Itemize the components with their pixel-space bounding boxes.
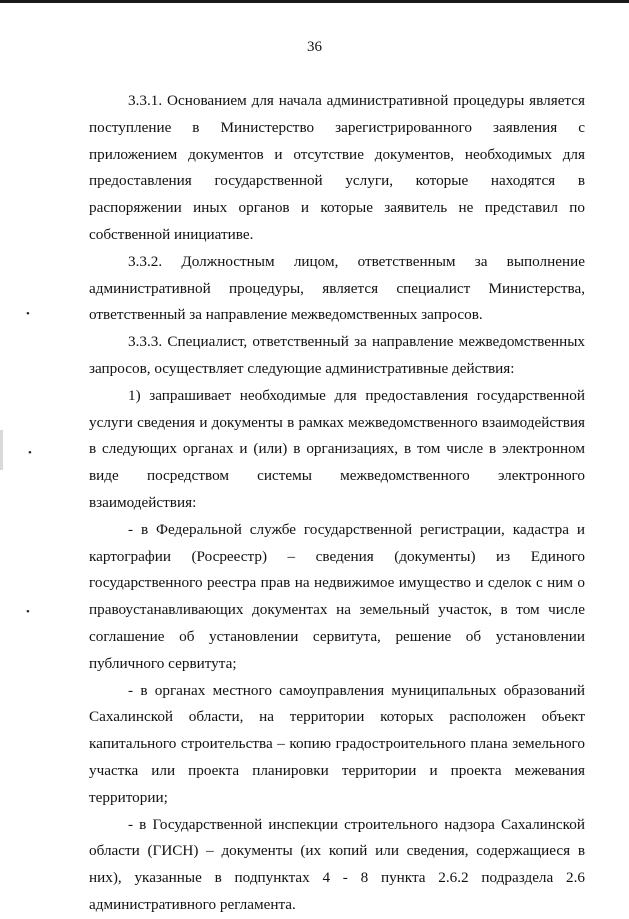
scan-mark-3: • [26, 606, 30, 618]
list-item-gisn: - в Государственной инспекции строительного надзора Сахалинской области (ГИСН) – документы (их копий или сведения, содержащиеся в них), указанные в подпунктах 4 - 8 пункта 2.6.2 подраздела 2.6 административного регламента. [89, 815, 585, 913]
scan-mark-1: • [26, 308, 30, 320]
list-item-local-government: - в органах местного самоуправления муниципальных образований Сахалинской области, на территории которых расположен объект капитального строительства – копию градостроительного плана земельного участка или проекта планировки территории и проекта межевания территории; [89, 681, 585, 806]
edge-shadow [0, 430, 3, 470]
list-item-1: 1) запрашивает необходимые для предоставления государственной услуги сведения и документы в рамках межведомственного взаимодействия в следующих органах и (или) в организациях, в том числе в электронном виде посредством системы межведомственного электронного взаимодействия: [89, 386, 585, 511]
document-body [89, 88, 585, 919]
page-number: 36 [307, 39, 322, 55]
paragraph-3-3-3: 3.3.3. Специалист, ответственный за направление межведомственных запросов, осуществляет следующие административные действия: [89, 333, 585, 377]
paragraph-3-3-2: 3.3.2. Должностным лицом, ответственным за выполнение административной процедуры, является специалист Министерства, ответственный за направление межведомственных запросов. [89, 252, 585, 324]
scan-mark-2: • [28, 447, 32, 459]
paragraph-3-3-1: 3.3.1. Основанием для начала административной процедуры является поступление в Министерство зарегистрированного заявления с приложением документов и отсутствие документов, необходимых для предоставления государственной услуги, которые находятся в распоряжении иных органов и которые заявитель не представил по собственной инициативе. [89, 92, 585, 243]
top-border [0, 0, 629, 3]
list-item-rosreestr: - в Федеральной службе государственной регистрации, кадастра и картографии (Росреестр) – сведения (документы) из Единого государственного реестра прав на недвижимое имущество и сделок с ним о правоустанавливающих документах на земельный участок, в том числе соглашение об установлении сервитута, решение об установлении публичного сервитута; [89, 520, 585, 672]
